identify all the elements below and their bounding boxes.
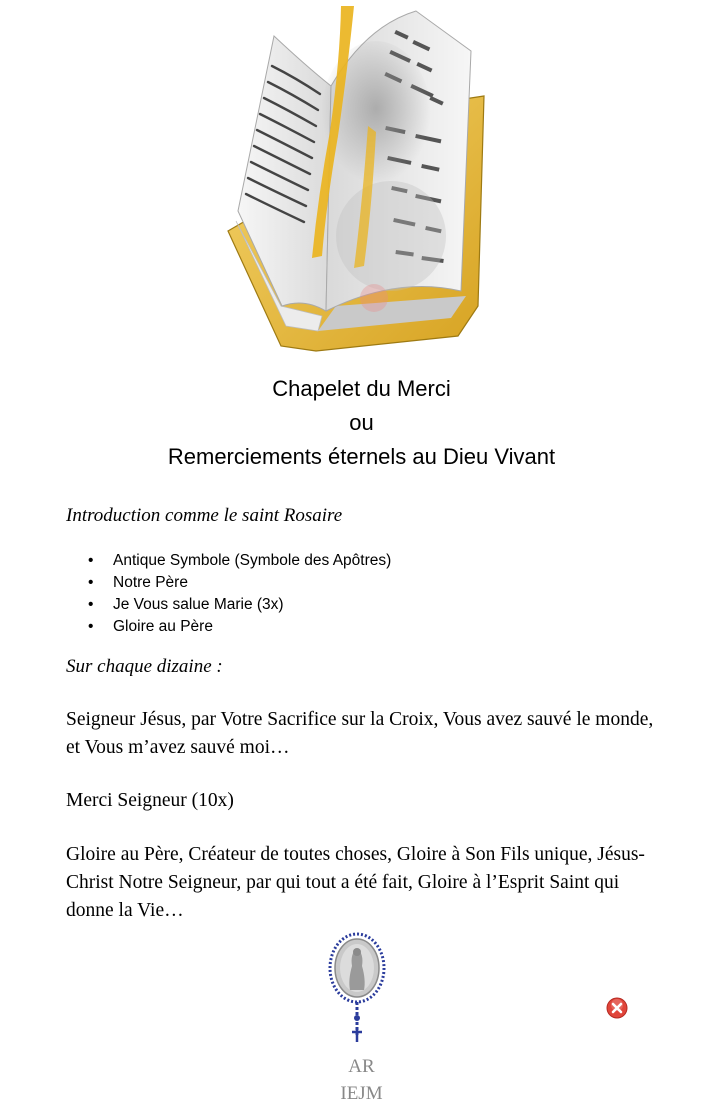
intro-list	[88, 550, 391, 638]
signature-line-1: AR	[348, 1056, 375, 1077]
list-item: • Antique Symbole (Symbole des Apôtres)	[88, 550, 391, 572]
list-item: • Je Vous salue Marie (3x)	[88, 594, 391, 616]
prayer-paragraph: Merci Seigneur (10x)	[66, 790, 234, 811]
list-item: • Gloire au Père	[88, 616, 391, 638]
title-line-2: ou	[349, 410, 374, 435]
open-bible-icon	[226, 6, 486, 356]
prayer-paragraph: Seigneur Jésus, par Votre Sacrifice sur la Croix, Vous avez sauvé le monde, et Vous m’avez sauvé moi…	[66, 709, 654, 758]
prayer-paragraph: Gloire au Père, Créateur de toutes choses, Gloire à Son Fils unique, Jésus-Christ Notre Seigneur, par qui tout a été fait, Gloire à l’Esprit Saint qui donne la Vie…	[66, 844, 645, 921]
close-icon[interactable]	[606, 997, 628, 1019]
rosary-medal-icon	[322, 932, 392, 1044]
title-line-1: Chapelet du Merci	[272, 376, 451, 401]
intro-heading: Introduction comme le saint Rosaire	[66, 505, 343, 526]
page-title	[0, 372, 723, 474]
signature-line-2: IEJM	[340, 1083, 383, 1104]
decade-heading: Sur chaque dizaine :	[66, 656, 223, 677]
list-item: • Notre Père	[88, 572, 391, 594]
title-line-3: Remerciements éternels au Dieu Vivant	[167, 444, 556, 469]
